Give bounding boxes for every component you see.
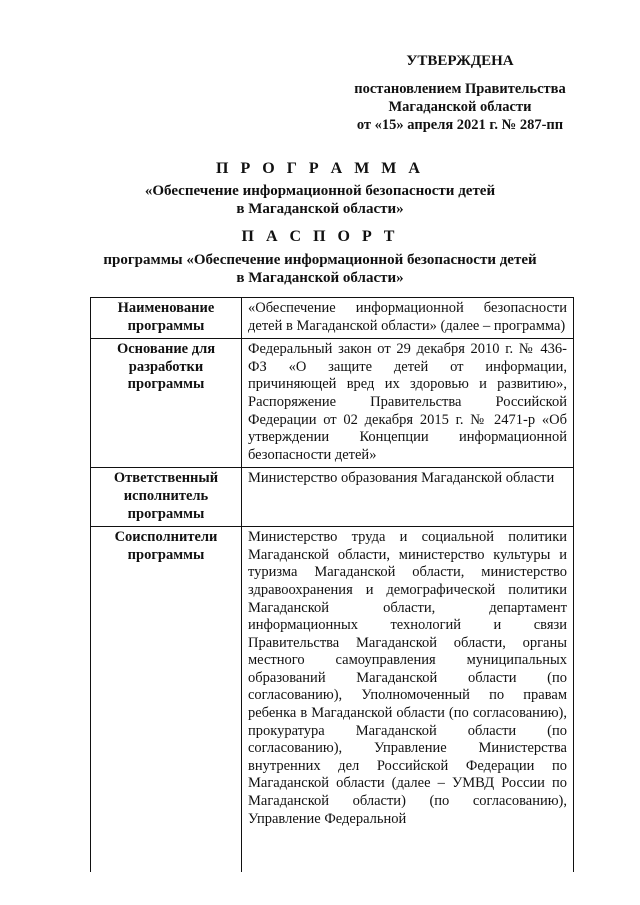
approval-stamp: УТВЕРЖДЕНА <box>406 53 514 69</box>
program-title-line: «Обеспечение информационной безопасности детей <box>144 183 496 199</box>
row-label: Соисполнители программы <box>91 527 242 873</box>
approval-date-line: от «15» апреля 2021 г. № 287-пп <box>356 117 564 133</box>
row-value: «Обеспечение информационной безопасности детей в Магаданской области» (далее – программа) <box>242 298 574 339</box>
passport-title-line: программы «Обеспечение информационной безопасности детей <box>103 252 537 268</box>
approval-line: постановлением Правительства <box>354 81 566 97</box>
row-value: Федеральный закон от 29 декабря 2010 г. № 436-ФЗ «О защите детей от информации, причиняющей вред их здоровью и развитию», Распоряжение Правительства Российской Федерации от 02 декабря 2015 г. № 2471-р «Об утверждении Концепции информационной безопасности детей» <box>242 339 574 468</box>
passport-title <box>0 251 640 287</box>
passport-title-line: в Магаданской области» <box>236 270 404 286</box>
row-label: Наименование программы <box>91 298 242 339</box>
approval-block <box>330 52 590 134</box>
table-row <box>91 468 574 527</box>
table-row <box>91 298 574 339</box>
approval-line: Магаданской области <box>388 99 532 115</box>
passport-heading: П А С П О Р Т <box>241 228 399 245</box>
program-title <box>0 182 640 218</box>
row-label: Основание для разработки программы <box>91 339 242 468</box>
table-row <box>91 527 574 873</box>
program-title-line: в Магаданской области» <box>236 201 404 217</box>
program-heading: П Р О Г Р А М М А <box>216 160 424 177</box>
row-label: Ответственный исполнитель программы <box>91 468 242 527</box>
row-value: Министерство труда и социальной политики Магаданской области, министерство культуры и туризма Магаданской области, министерство здравоохранения и демографической политики Магаданской области, департамент информационных технологий и связи Правительства Магаданской области, органы местного самоуправления муниципальных образований Магаданской области (по согласованию), Уполномоченный по правам ребенка в Магаданской области (по согласованию), прокуратура Магаданской области (по согласованию), Управление Министерства внутренних дел Российской Федерации по Магаданской области (далее – УМВД России по Магаданской области) (по согласованию), Управление Федеральной <box>242 527 574 873</box>
table-row <box>91 339 574 468</box>
row-value: Министерство образования Магаданской области <box>242 468 574 527</box>
passport-table <box>90 297 574 872</box>
